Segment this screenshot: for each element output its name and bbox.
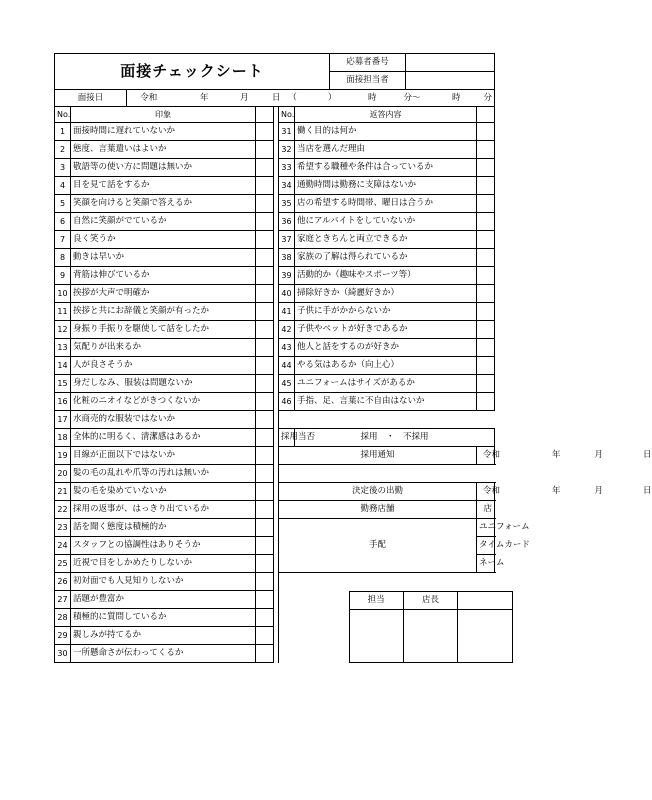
stamp-table: [349, 591, 513, 663]
store-label: 勤務店舗: [279, 501, 477, 519]
item-number: 36: [279, 213, 295, 231]
table-row: [55, 429, 495, 447]
sheet-title: 面接チェックシート: [55, 54, 330, 90]
check-cell[interactable]: [256, 141, 274, 159]
check-cell[interactable]: [477, 195, 495, 213]
applicant-no-field[interactable]: [406, 54, 495, 72]
table-row: [55, 591, 495, 609]
impression-item: 自然に笑顔がでているか: [71, 213, 256, 231]
date-month: 月: [594, 450, 604, 460]
spacer: [279, 465, 495, 483]
date-year: 年: [552, 486, 561, 496]
check-cell[interactable]: [256, 429, 274, 447]
item-number: 30: [55, 645, 71, 663]
table-row: [55, 231, 495, 249]
date-paren-open: （: [283, 90, 303, 107]
spacer: [279, 627, 295, 645]
check-cell[interactable]: [477, 375, 495, 393]
item-number: 31: [279, 123, 295, 141]
impression-item: 採用の返事が、はっきり出ているか: [71, 501, 256, 519]
arrange-item[interactable]: ユニフォーム: [477, 519, 495, 537]
table-row: [55, 195, 495, 213]
time-hour: 時: [339, 90, 379, 107]
table-row: [55, 411, 495, 429]
store-field[interactable]: 店: [477, 501, 495, 519]
item-number: 39: [279, 267, 295, 285]
answer-item: 店の希望する時間帯、曜日は合うか: [295, 195, 477, 213]
spacer: [279, 573, 495, 591]
item-number: 8: [55, 249, 71, 267]
item-number: 11: [55, 303, 71, 321]
stamp-manager-label: 店長: [403, 591, 457, 609]
impression-item: 髪の毛を染めていないか: [71, 483, 256, 501]
item-number: 42: [279, 321, 295, 339]
notice-label: 採用通知: [279, 447, 477, 465]
time-minute: 分～: [379, 90, 423, 107]
answer-item: 手指、足、言葉に不自由はないか: [295, 393, 477, 411]
col-no-left: No.: [55, 107, 71, 123]
spacer: [295, 411, 495, 429]
table-row: [55, 573, 495, 591]
item-number: 25: [55, 555, 71, 573]
spacer: [279, 411, 295, 429]
interviewer-label: 面接担当者: [330, 72, 406, 90]
check-cell[interactable]: [256, 375, 274, 393]
col-no-right: No.: [279, 107, 295, 123]
item-number: 29: [55, 627, 71, 645]
impression-item: 初対面でも人見知りしないか: [71, 573, 256, 591]
item-number: 35: [279, 195, 295, 213]
check-cell[interactable]: [256, 339, 274, 357]
checklist-table: [54, 122, 652, 663]
notice-date[interactable]: [477, 447, 652, 465]
check-cell[interactable]: [256, 411, 274, 429]
check-cell[interactable]: [477, 357, 495, 375]
start-label: 決定後の出勤: [279, 483, 477, 501]
item-number: 26: [55, 573, 71, 591]
item-number: 3: [55, 159, 71, 177]
impression-item: 態度、言葉遣いはよいか: [71, 141, 256, 159]
item-number: 19: [55, 447, 71, 465]
check-cell[interactable]: [256, 519, 274, 537]
answer-item: やる気はあるか（向上心）: [295, 357, 477, 375]
date-month: 月: [211, 90, 251, 107]
check-cell[interactable]: [256, 159, 274, 177]
spacer: [279, 591, 295, 609]
item-number: 45: [279, 375, 295, 393]
answer-item: 他人と話をするのが好きか: [295, 339, 477, 357]
time-minute2: 分: [463, 90, 495, 107]
check-cell[interactable]: [477, 141, 495, 159]
check-cell[interactable]: [256, 573, 274, 591]
check-cell[interactable]: [256, 357, 274, 375]
arrange-item[interactable]: ネーム: [477, 555, 495, 573]
stamp-area: [295, 591, 495, 663]
impression-item: 話を聞く態度は積極的か: [71, 519, 256, 537]
check-cell[interactable]: [477, 231, 495, 249]
item-number: 37: [279, 231, 295, 249]
impression-item: 親しみが持てるか: [71, 627, 256, 645]
item-number: 15: [55, 375, 71, 393]
impression-item: 気配りが出来るか: [71, 339, 256, 357]
interviewer-field[interactable]: [406, 72, 495, 90]
col-check-right: [477, 107, 495, 123]
check-cell[interactable]: [256, 645, 274, 663]
table-row: [55, 375, 495, 393]
decision-label: 採用当否: [279, 429, 295, 447]
check-cell[interactable]: [256, 303, 274, 321]
impression-item: 近視で目をしかめたりしないか: [71, 555, 256, 573]
date-day: 日: [643, 486, 652, 496]
item-number: 4: [55, 177, 71, 195]
item-number: 43: [279, 339, 295, 357]
impression-item: 良く笑うか: [71, 231, 256, 249]
impression-item: 話題が豊富か: [71, 591, 256, 609]
check-cell[interactable]: [477, 159, 495, 177]
item-number: 1: [55, 123, 71, 141]
date-day: 日: [251, 90, 283, 107]
item-number: 7: [55, 231, 71, 249]
check-cell[interactable]: [256, 537, 274, 555]
table-row: [55, 177, 495, 195]
check-cell[interactable]: [256, 213, 274, 231]
item-number: 44: [279, 357, 295, 375]
table-row: [55, 123, 495, 141]
check-cell[interactable]: [477, 285, 495, 303]
item-number: 32: [279, 141, 295, 159]
item-number: 5: [55, 195, 71, 213]
check-cell[interactable]: [477, 321, 495, 339]
interview-check-sheet: [54, 53, 652, 663]
check-cell[interactable]: [256, 249, 274, 267]
arrange-item[interactable]: タイムカード: [477, 537, 495, 555]
impression-item: 身振り手振りを駆使して話をしたか: [71, 321, 256, 339]
impression-item: 水商売的な服装ではないか: [71, 411, 256, 429]
date-era: 令和: [483, 450, 501, 460]
table-row: [55, 213, 495, 231]
check-cell[interactable]: [477, 267, 495, 285]
item-number: 24: [55, 537, 71, 555]
check-cell[interactable]: [477, 303, 495, 321]
item-number: 23: [55, 519, 71, 537]
impression-item: 目線が正面以下ではないか: [71, 447, 256, 465]
answer-item: 当店を選んだ理由: [295, 141, 477, 159]
item-number: 20: [55, 465, 71, 483]
item-number: 46: [279, 393, 295, 411]
check-cell[interactable]: [256, 501, 274, 519]
table-row: [55, 249, 495, 267]
answer-item: 家庭ときちんと両立できるか: [295, 231, 477, 249]
check-cell[interactable]: [256, 627, 274, 645]
item-number: 16: [55, 393, 71, 411]
impression-item: 身だしなみ、服装は問題ないか: [71, 375, 256, 393]
check-cell[interactable]: [256, 393, 274, 411]
check-cell[interactable]: [477, 123, 495, 141]
check-cell[interactable]: [256, 609, 274, 627]
impression-item: 人が良さそうか: [71, 357, 256, 375]
check-cell[interactable]: [477, 213, 495, 231]
check-cell[interactable]: [256, 231, 274, 249]
item-number: 34: [279, 177, 295, 195]
answer-item: 掃除好きか（綺麗好きか）: [295, 285, 477, 303]
check-cell[interactable]: [256, 591, 274, 609]
impression-item: 全体的に明るく、清潔感はあるか: [71, 429, 256, 447]
table-row: [55, 501, 495, 519]
table-row: [55, 159, 495, 177]
date-paren-close: ）: [303, 90, 339, 107]
answer-item: 希望する職種や条件は合っているか: [295, 159, 477, 177]
row-gap: [274, 555, 279, 573]
check-cell[interactable]: [256, 447, 274, 465]
time-hour2: 時: [423, 90, 463, 107]
stamp-person-box[interactable]: [349, 609, 403, 662]
check-cell[interactable]: [477, 177, 495, 195]
item-number: 17: [55, 411, 71, 429]
impression-item: 動きは早いか: [71, 249, 256, 267]
date-day: 日: [643, 450, 652, 460]
column-headings: [54, 106, 495, 123]
item-number: 6: [55, 213, 71, 231]
item-number: 12: [55, 321, 71, 339]
answer-item: 子供に手がかからないか: [295, 303, 477, 321]
date-month: 月: [594, 486, 604, 496]
answer-item: ユニフォームはサイズがあるか: [295, 375, 477, 393]
date-year: 年: [552, 450, 561, 460]
stamp-manager-box[interactable]: [403, 609, 457, 662]
check-cell[interactable]: [477, 393, 495, 411]
table-row: [55, 519, 495, 537]
impression-item: スタッフとの協調性はありそうか: [71, 537, 256, 555]
decision-options[interactable]: 採用 ・ 不採用: [295, 429, 495, 447]
impression-item: 敬語等の使い方に問題は無いか: [71, 159, 256, 177]
item-number: 14: [55, 357, 71, 375]
check-cell[interactable]: [256, 267, 274, 285]
item-number: 9: [55, 267, 71, 285]
spacer: [279, 609, 295, 627]
date-era: 令和: [127, 90, 171, 107]
answer-item: 家族の了解は得られているか: [295, 249, 477, 267]
item-number: 13: [55, 339, 71, 357]
item-number: 22: [55, 501, 71, 519]
answer-item: 子供やペットが好きであるか: [295, 321, 477, 339]
check-cell[interactable]: [256, 177, 274, 195]
check-cell[interactable]: [256, 321, 274, 339]
start-date[interactable]: [477, 483, 652, 501]
table-row: [55, 357, 495, 375]
sheet-header: [54, 53, 495, 90]
arrange-label: 手配: [279, 519, 477, 573]
check-cell[interactable]: [256, 555, 274, 573]
impression-item: 挨拶と共にお辞儀と笑顔が有ったか: [71, 303, 256, 321]
table-row: [55, 339, 495, 357]
stamp-extra-box[interactable]: [458, 609, 512, 662]
table-row: [55, 285, 495, 303]
impression-item: 目を見て話をするか: [71, 177, 256, 195]
table-row: [55, 483, 495, 501]
answer-item: 他にアルバイトをしていないか: [295, 213, 477, 231]
interview-date-row: [54, 89, 495, 107]
check-cell[interactable]: [256, 123, 274, 141]
check-cell[interactable]: [477, 339, 495, 357]
table-row: [55, 141, 495, 159]
answer-item: 活動的か（趣味やスポーツ等）: [295, 267, 477, 285]
answer-item: 通勤時間は勤務に支障はないか: [295, 177, 477, 195]
table-row: [55, 465, 495, 483]
table-row: [55, 267, 495, 285]
interview-date-label: 面接日: [55, 90, 127, 107]
date-year: 年: [171, 90, 211, 107]
date-era: 令和: [483, 486, 501, 496]
item-number: 18: [55, 429, 71, 447]
item-number: 40: [279, 285, 295, 303]
impression-item: 挨拶が大声で明確か: [71, 285, 256, 303]
check-cell[interactable]: [256, 483, 274, 501]
impression-item: 積極的に質問しているか: [71, 609, 256, 627]
answer-item: 働く目的は何か: [295, 123, 477, 141]
item-number: 10: [55, 285, 71, 303]
impression-item: 笑顔を向けると笑顔で答えるか: [71, 195, 256, 213]
col-check-left: [256, 107, 274, 123]
table-row: [55, 393, 495, 411]
check-cell[interactable]: [256, 465, 274, 483]
impression-item: 髪の毛の乱れや爪等の汚れは無いか: [71, 465, 256, 483]
item-number: 27: [55, 591, 71, 609]
impression-item: 化粧のニオイなどがきつくないか: [71, 393, 256, 411]
check-cell[interactable]: [256, 195, 274, 213]
impression-item: 背筋は伸びているか: [71, 267, 256, 285]
item-number: 21: [55, 483, 71, 501]
col-impression: 印象: [71, 107, 256, 123]
table-row: [55, 321, 495, 339]
check-cell[interactable]: [477, 249, 495, 267]
item-number: 33: [279, 159, 295, 177]
col-answers: 返答内容: [295, 107, 477, 123]
applicant-no-label: 応募者番号: [330, 54, 406, 72]
row-gap: [274, 537, 279, 555]
item-number: 2: [55, 141, 71, 159]
item-number: 28: [55, 609, 71, 627]
table-row: [55, 303, 495, 321]
item-number: 38: [279, 249, 295, 267]
stamp-person-label: 担当: [349, 591, 403, 609]
stamp-extra-label: [458, 591, 512, 609]
check-cell[interactable]: [256, 285, 274, 303]
spacer: [279, 645, 295, 663]
impression-item: 面接時間に遅れていないか: [71, 123, 256, 141]
impression-item: 一所懸命さが伝わってくるか: [71, 645, 256, 663]
table-row: [55, 447, 495, 465]
item-number: 41: [279, 303, 295, 321]
